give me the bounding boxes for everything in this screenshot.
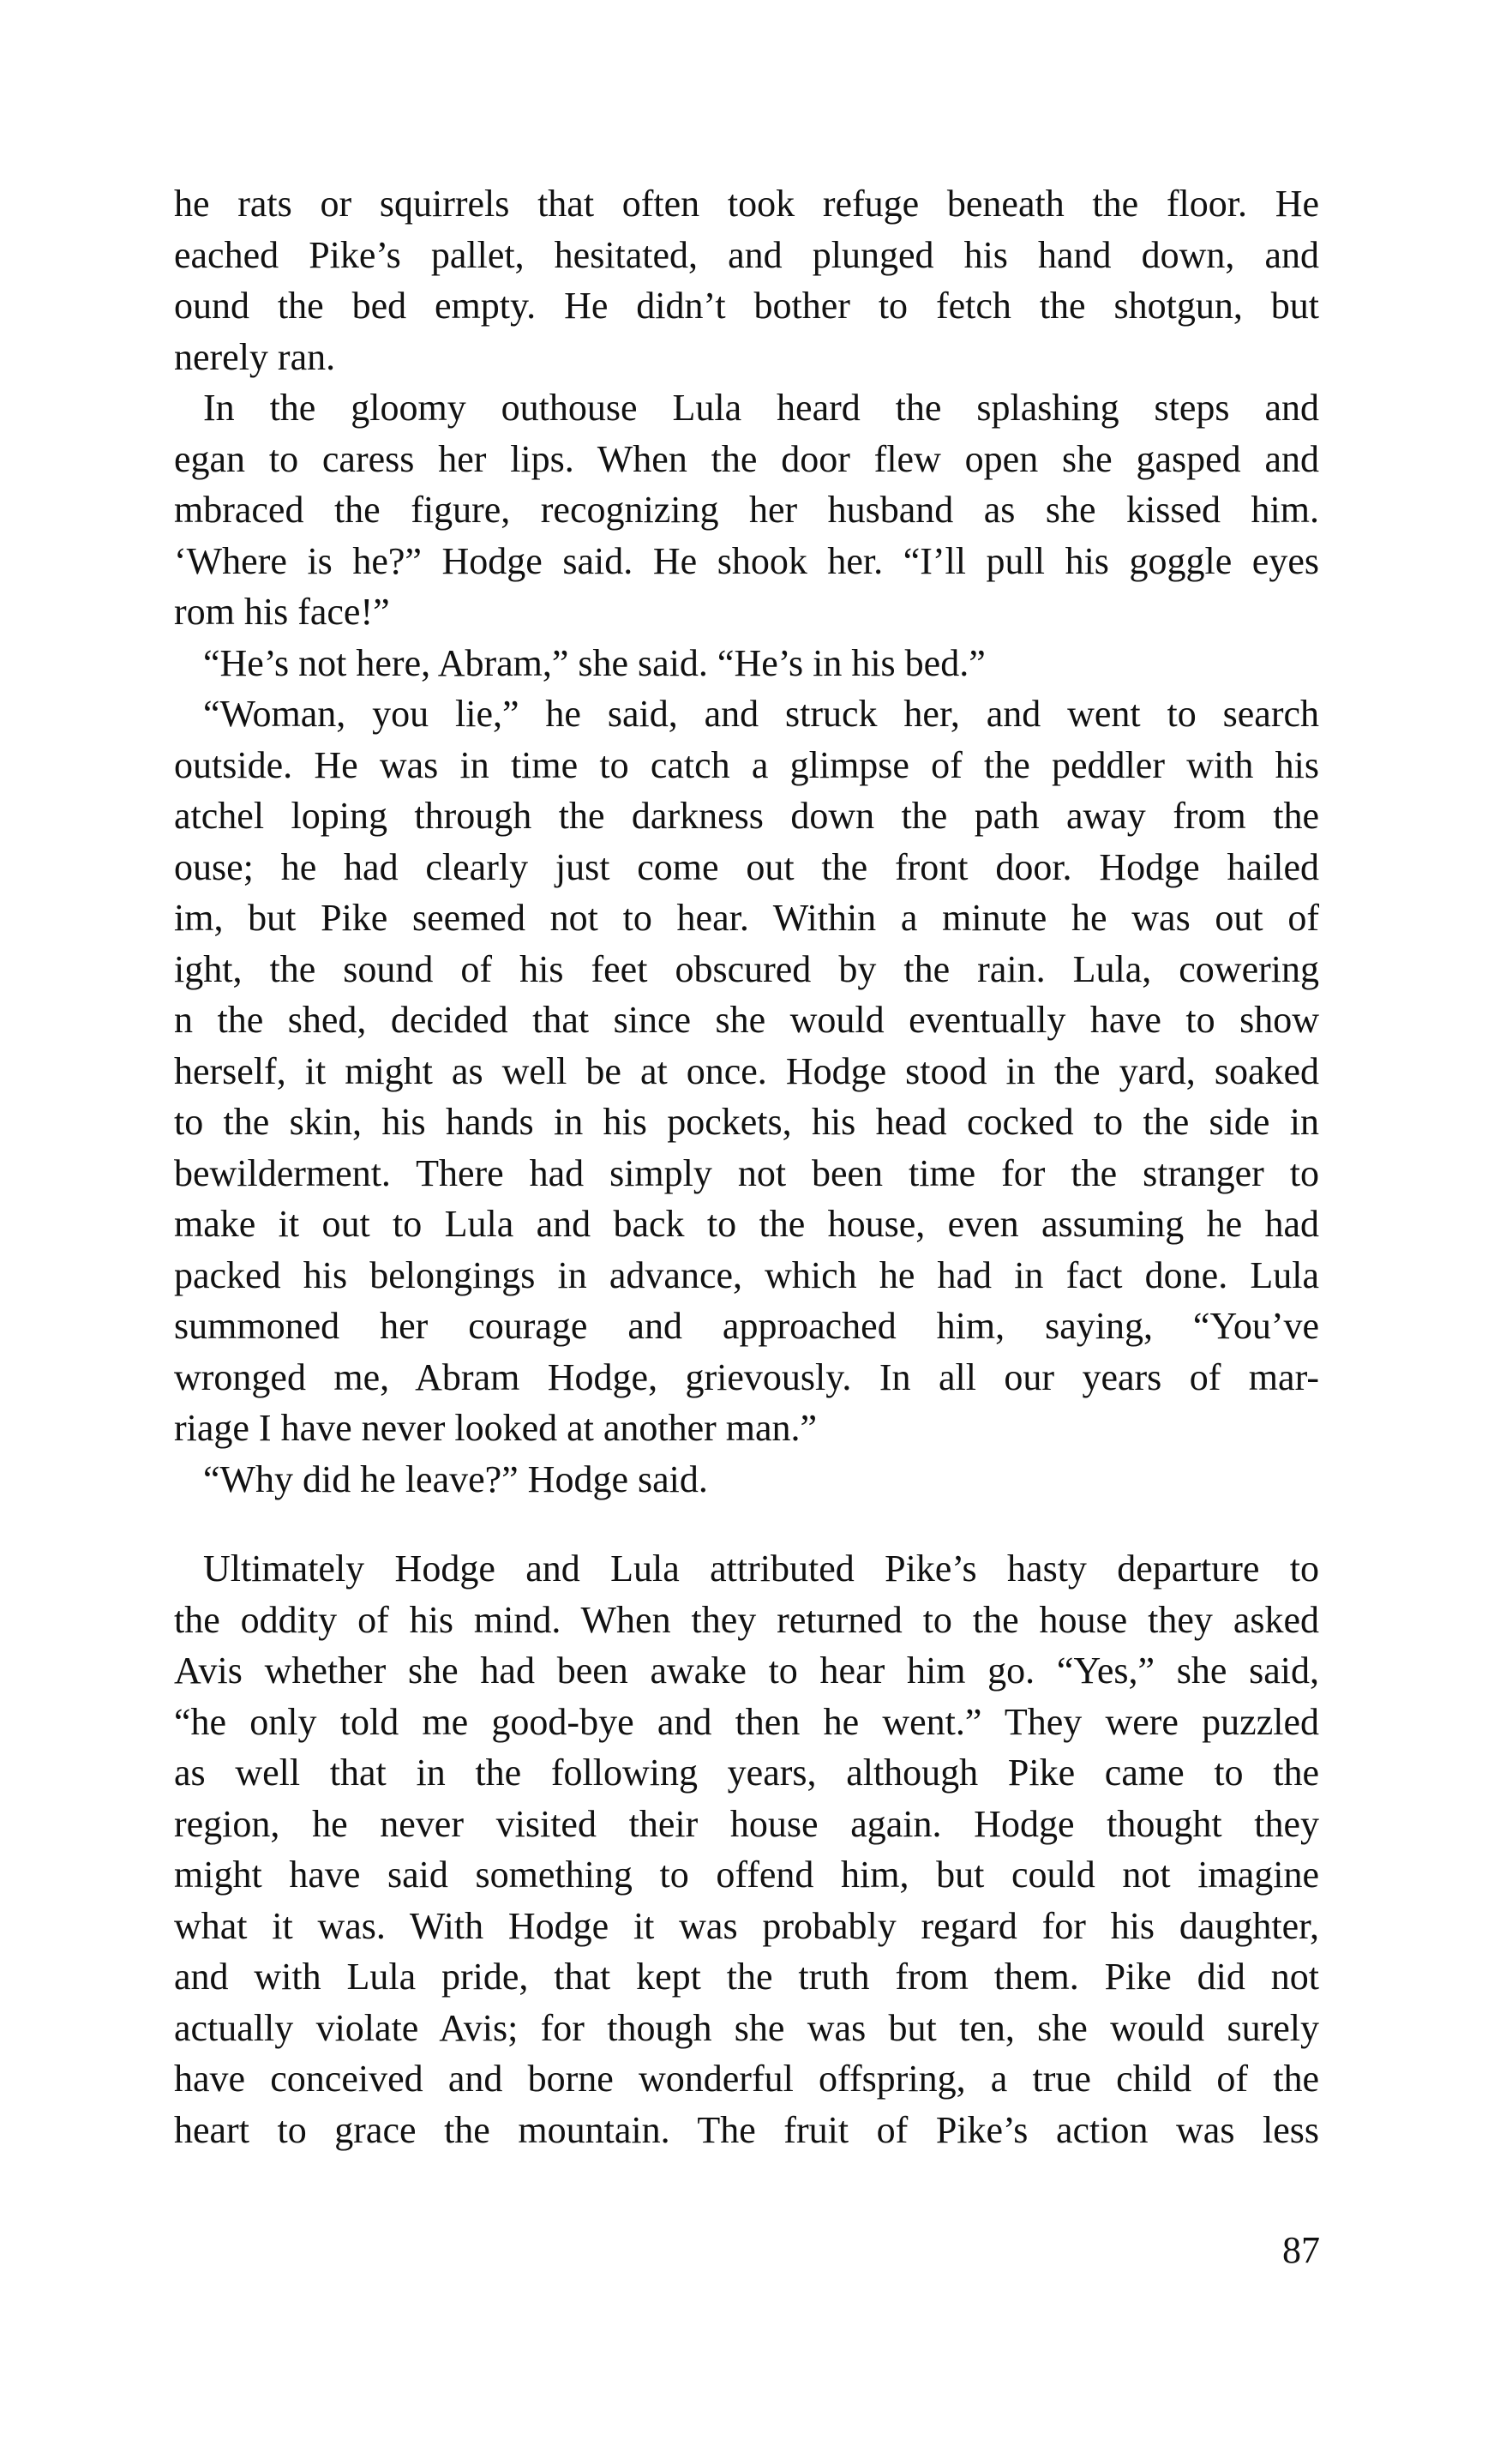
text-line: outside. He was in time to catch a glimpse of the peddler with his [174,743,1319,786]
text-line: summoned her courage and approached him, saying, “You’ve [174,1305,1319,1347]
text-line: “he only told me good-bye and then he went.” They were puzzled [174,1700,1319,1743]
text-line: rom his face!” [174,591,390,633]
text-line: atchel loping through the darkness down the path away from the [174,795,1319,837]
text-line: heart to grace the mountain. The fruit of Pike’s action was less [174,2108,1319,2151]
page-number: 87 [1282,2229,1320,2271]
text-line: ‘Where is he?” Hodge said. He shook her. “I’ll pull his goggle eyes [174,539,1319,582]
text-line: ound the bed empty. He didn’t bother to fetch the shotgun, but [174,285,1319,327]
text-line: region, he never visited their house again. Hodge thought they [174,1802,1319,1845]
text-line: the oddity of his mind. When they returned to the house they asked [174,1598,1319,1641]
text-line: as well that in the following years, although Pike came to the [174,1752,1319,1794]
text-line: “Woman, you lie,” he said, and struck her, and went to search [203,693,1319,735]
text-line: ouse; he had clearly just come out the front door. Hodge hailed [174,845,1319,888]
text-line: and with Lula pride, that kept the truth from them. Pike did not [174,1956,1319,1998]
text-line: In the gloomy outhouse Lula heard the splashing steps and [203,387,1319,429]
text-line: might have said something to offend him, but could not imagine [174,1854,1319,1896]
text-line: what it was. With Hodge it was probably regard for his daughter, [174,1904,1319,1947]
text-line: n the shed, decided that since she would eventually have to show [174,999,1319,1041]
text-line: wronged me, Abram Hodge, grievously. In all our years of mar- [174,1355,1319,1398]
text-line: “He’s not here, Abram,” she said. “He’s in his bed.” [203,641,986,684]
text-line: eached Pike’s pallet, hesitated, and plunged his hand down, and [174,233,1319,276]
text-line: make it out to Lula and back to the house, even assuming he had [174,1203,1319,1245]
text-line: Ultimately Hodge and Lula attributed Pike’s hasty departure to [203,1548,1319,1590]
text-line: he rats or squirrels that often took refuge beneath the floor. He [174,183,1319,225]
text-line: packed his belongings in advance, which he had in fact done. Lula [174,1253,1319,1296]
text-line: “Why did he leave?” Hodge said. [203,1457,708,1500]
text-line: egan to caress her lips. When the door flew open she gasped and [174,437,1319,480]
text-line: have conceived and borne wonderful offspring, a true child of the [174,2058,1319,2100]
text-line: actually violate Avis; for though she was but ten, she would surely [174,2006,1319,2049]
text-line: Avis whether she had been awake to hear him go. “Yes,” she said, [174,1650,1319,1692]
text-block-bottom [174,1543,1319,2155]
text-line: mbraced the figure, recognizing her husband as she kissed him. [174,489,1319,531]
text-line: ight, the sound of his feet obscured by the rain. Lula, cowering [174,947,1319,990]
text-line: to the skin, his hands in his pockets, his head cocked to the side in [174,1101,1319,1143]
text-line: im, but Pike seemed not to hear. Within a minute he was out of [174,897,1319,939]
text-line: bewilderment. There had simply not been time for the stranger to [174,1151,1319,1194]
text-line: nerely ran. [174,335,336,378]
text-line: herself, it might as well be at once. Hodge stood in the yard, soaked [174,1049,1319,1092]
text-block-top [174,178,1319,1505]
text-line: riage I have never looked at another man.” [174,1407,818,1449]
